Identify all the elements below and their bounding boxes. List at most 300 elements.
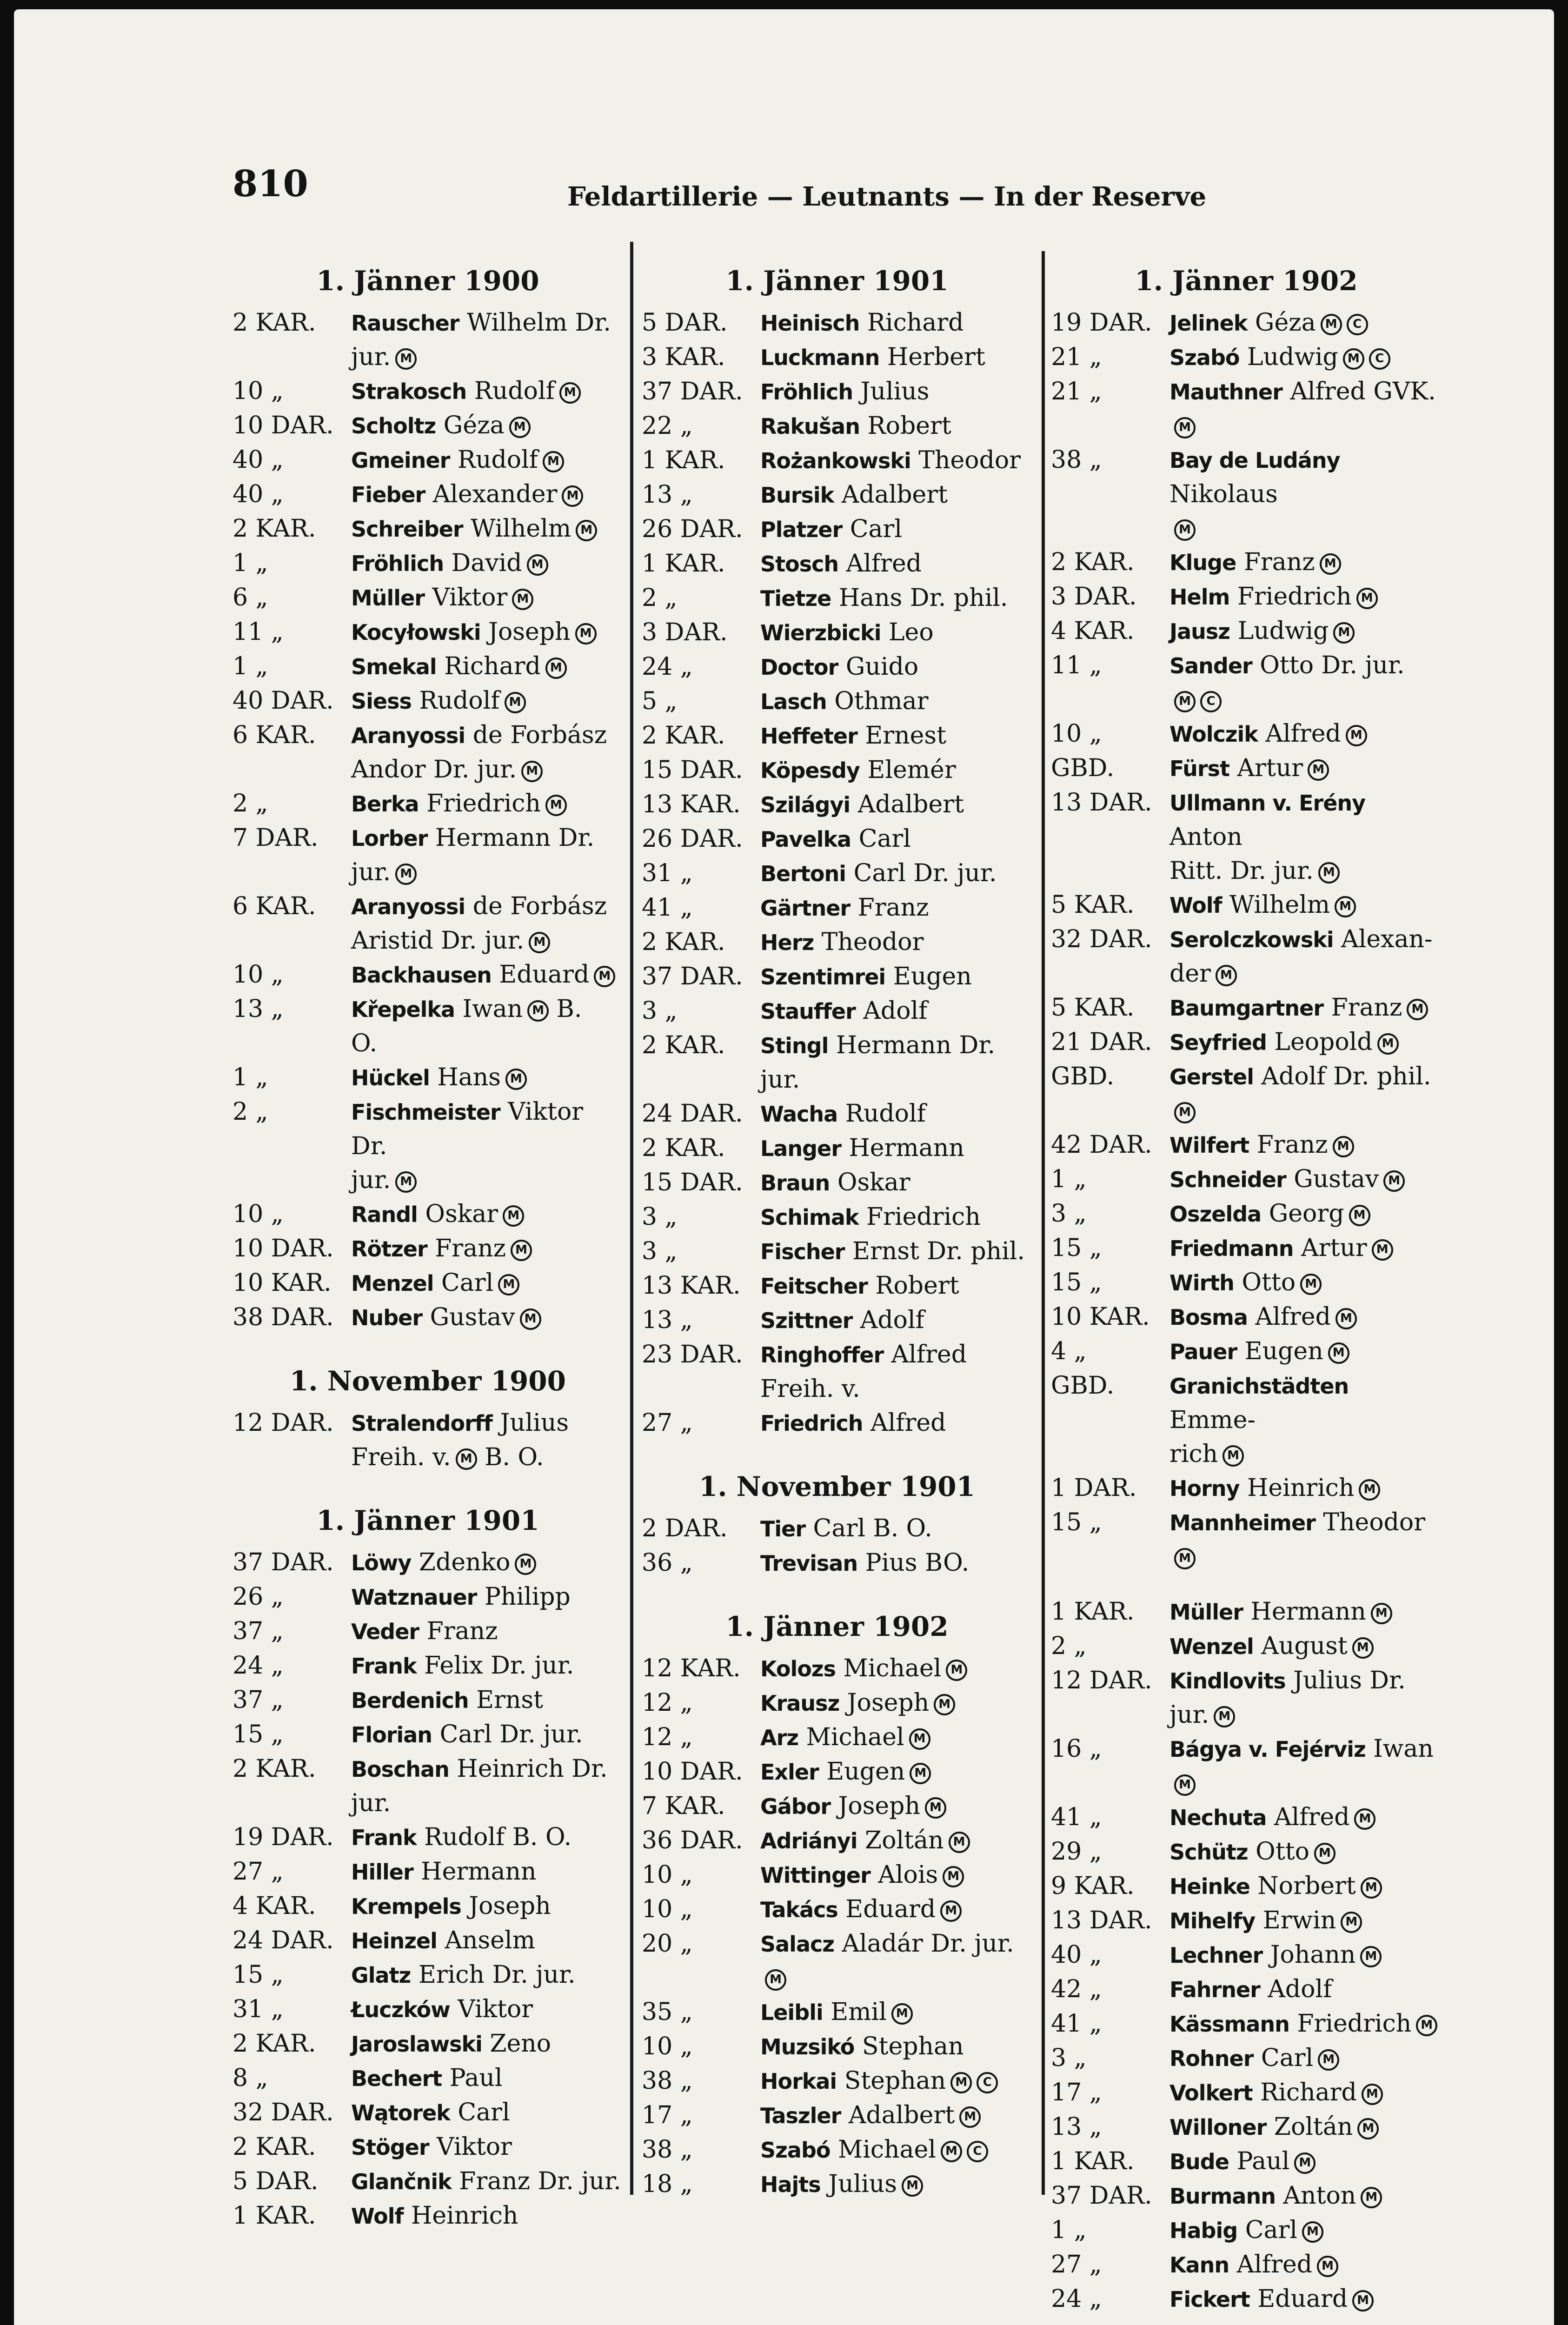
officer-surname: Lorber bbox=[351, 826, 428, 851]
list-item bbox=[1051, 614, 1442, 649]
m-marker-icon: M bbox=[1335, 896, 1356, 917]
m-marker-icon: M bbox=[594, 966, 615, 987]
entry-continuation bbox=[1051, 1698, 1442, 1732]
entry-number: 1 „ bbox=[233, 549, 268, 577]
m-marker-icon: M bbox=[1361, 2187, 1382, 2208]
entry-number: 6 KAR. bbox=[233, 721, 316, 749]
list-item bbox=[1051, 1369, 1442, 1437]
officer-surname: Backhausen bbox=[351, 963, 492, 988]
entry-continuation bbox=[642, 1961, 1032, 1995]
m-marker-icon: M bbox=[1335, 1308, 1357, 1329]
entry-text bbox=[1169, 1835, 1442, 1869]
m-marker-icon: M bbox=[1318, 2049, 1339, 2071]
officer-surname: Exler bbox=[760, 1760, 819, 1785]
officer-surname: Doctor bbox=[760, 655, 838, 680]
officer-surname: Glatz bbox=[351, 1963, 411, 1988]
list-item bbox=[1051, 1664, 1442, 1698]
officer-details: Theodor bbox=[1315, 1508, 1426, 1536]
officer-details: Alexan- bbox=[1333, 925, 1433, 953]
officer-surname: Lasch bbox=[760, 689, 827, 714]
entry-number: 2 KAR. bbox=[233, 1755, 316, 1783]
list-item bbox=[642, 891, 1032, 925]
entry-text bbox=[1169, 1732, 1442, 1767]
entry-text bbox=[760, 1686, 1032, 1720]
entry-number: 15 „ bbox=[233, 1720, 284, 1748]
officer-details: Adolf bbox=[855, 997, 928, 1025]
officer-surname: Volkert bbox=[1169, 2080, 1253, 2106]
officer-surname: Stingl bbox=[760, 1033, 829, 1058]
officer-details: Franz bbox=[850, 894, 929, 922]
list-item bbox=[1051, 1629, 1442, 1664]
officer-details: Ernest bbox=[857, 722, 946, 750]
m-marker-icon: M bbox=[1216, 965, 1237, 986]
officer-surname: Müller bbox=[351, 585, 425, 611]
m-marker-icon: M bbox=[1223, 1445, 1244, 1467]
list-item bbox=[233, 1820, 623, 1855]
entry-text bbox=[351, 1649, 623, 1683]
m-marker-icon: M bbox=[395, 1171, 417, 1193]
entry-text bbox=[760, 512, 1032, 547]
officer-surname: Glančnik bbox=[351, 2169, 452, 2194]
m-marker-icon: M bbox=[1416, 2015, 1437, 2036]
m-marker-icon: M bbox=[1372, 1239, 1393, 1261]
m-marker-icon: M bbox=[1333, 622, 1355, 644]
entry-number: 27 „ bbox=[233, 1858, 284, 1886]
officer-surname: Boschan bbox=[351, 1757, 449, 1782]
m-marker-icon: M bbox=[1352, 1637, 1374, 1659]
list-item bbox=[642, 1686, 1032, 1720]
officer-details: Eduard bbox=[837, 1895, 936, 1923]
list-item bbox=[1051, 2213, 1442, 2248]
entry-continuation bbox=[233, 1441, 623, 1475]
list-item bbox=[233, 1580, 623, 1614]
list-item bbox=[642, 1824, 1032, 1858]
list-item bbox=[642, 1995, 1032, 2030]
entry-text bbox=[760, 788, 1032, 822]
officer-details: Otto bbox=[1234, 1269, 1296, 1296]
entry-number: 37 DAR. bbox=[1051, 2182, 1152, 2210]
entry-number: 15 „ bbox=[1051, 1269, 1102, 1296]
m-marker-icon: M bbox=[891, 2003, 913, 2025]
list-item bbox=[642, 547, 1032, 581]
list-item bbox=[233, 718, 623, 753]
entry-text bbox=[1169, 1335, 1442, 1369]
officer-surname: Nuber bbox=[351, 1305, 423, 1330]
officer-surname: Schreiber bbox=[351, 517, 463, 542]
entry-number: 2 KAR. bbox=[642, 1031, 725, 1059]
m-marker-icon: M bbox=[543, 451, 564, 472]
officer-surname: Ringhoffer bbox=[760, 1342, 884, 1368]
list-item bbox=[1051, 2041, 1442, 2076]
entry-text bbox=[351, 890, 623, 924]
section-heading: 1. Jänner 1901 bbox=[725, 265, 949, 297]
entry-number: 6 „ bbox=[233, 584, 268, 611]
list-item bbox=[1051, 2110, 1442, 2145]
officer-details: Anton bbox=[1275, 2182, 1356, 2210]
officer-surname: Kocyłowski bbox=[351, 620, 481, 645]
officer-surname: Pavelka bbox=[760, 827, 851, 852]
officer-details: Georg bbox=[1261, 1200, 1344, 1228]
officer-details: Heinrich bbox=[403, 2202, 518, 2230]
entry-number: 10 „ bbox=[642, 1895, 693, 1923]
entry-number: 13 KAR. bbox=[642, 1272, 741, 1300]
entry-number: 3 „ bbox=[1051, 2044, 1087, 2072]
list-item bbox=[1051, 1869, 1442, 1904]
officer-details: Carl bbox=[1253, 2044, 1314, 2072]
officer-surname: Łuczków bbox=[351, 1997, 450, 2022]
officer-details: Eugen bbox=[885, 963, 972, 990]
entry-number: 16 „ bbox=[1051, 1735, 1102, 1763]
list-item bbox=[1051, 2076, 1442, 2110]
officer-surname: Stralendorff bbox=[351, 1411, 492, 1436]
entry-number: 27 „ bbox=[1051, 2251, 1102, 2278]
list-item bbox=[642, 512, 1032, 547]
entry-text bbox=[760, 960, 1032, 994]
officer-details: Zoltán bbox=[857, 1827, 944, 1854]
entry-number: GBD. bbox=[1051, 1063, 1115, 1090]
officer-surname: Kässmann bbox=[1169, 2012, 1289, 2037]
officer-surname: Wolczik bbox=[1169, 722, 1258, 747]
entry-number: 15 DAR. bbox=[642, 756, 743, 784]
entry-number: 13 DAR. bbox=[1051, 1906, 1152, 1934]
entry-number: 11 „ bbox=[233, 618, 284, 646]
c-marker-icon: C bbox=[977, 2072, 998, 2093]
officer-details: Carl bbox=[842, 515, 902, 543]
officer-details: Adolf bbox=[852, 1306, 924, 1334]
entry-number: 13 DAR. bbox=[1051, 789, 1152, 817]
list-item bbox=[233, 1061, 623, 1095]
list-item bbox=[233, 821, 623, 856]
entry-number: 9 KAR. bbox=[1051, 1872, 1135, 1900]
officer-details: Anselm bbox=[437, 1926, 535, 1954]
officer-surname: Bosma bbox=[1169, 1305, 1248, 1330]
officer-surname: Muzsikó bbox=[760, 2034, 855, 2059]
officer-surname: Pauer bbox=[1169, 1339, 1237, 1364]
officer-surname: Horny bbox=[1169, 1476, 1240, 1501]
entry-text bbox=[351, 512, 623, 546]
officer-details: Theodor bbox=[814, 928, 924, 956]
officer-details: Aladár Dr. jur. bbox=[834, 1930, 1014, 1958]
m-marker-icon: M bbox=[1360, 1946, 1382, 1967]
entry-text bbox=[1169, 545, 1442, 580]
m-marker-icon: M bbox=[909, 1728, 930, 1750]
officer-surname: Rohner bbox=[1169, 2046, 1254, 2071]
officer-surname: Stauffer bbox=[760, 999, 856, 1024]
entry-number: 5 „ bbox=[642, 687, 678, 715]
entry-text bbox=[1169, 1060, 1442, 1094]
officer-details: Franz bbox=[1236, 548, 1315, 576]
officer-details: Alois bbox=[870, 1861, 938, 1889]
entry-number: 24 DAR. bbox=[642, 1100, 743, 1128]
entry-number: 7 KAR. bbox=[642, 1792, 725, 1820]
officer-surname: Szittner bbox=[760, 1308, 853, 1333]
entry-number: 38 „ bbox=[1051, 446, 1102, 474]
list-item bbox=[642, 650, 1032, 684]
officer-details: Heinrich Dr. bbox=[449, 1755, 608, 1783]
c-marker-icon: C bbox=[1200, 691, 1222, 712]
list-item bbox=[1051, 1231, 1442, 1266]
entry-number: 41 „ bbox=[1051, 2010, 1102, 2038]
entry-number: 42 DAR. bbox=[1051, 1131, 1152, 1159]
officer-surname: Lechner bbox=[1169, 1943, 1263, 1968]
officer-details: Iwan bbox=[1365, 1735, 1434, 1763]
entry-text bbox=[760, 1303, 1032, 1338]
officer-surname: Salacz bbox=[760, 1932, 835, 1957]
entry-number: 41 „ bbox=[1051, 1803, 1102, 1831]
officer-surname: Berka bbox=[351, 791, 419, 817]
m-marker-icon: M bbox=[1407, 999, 1428, 1020]
entry-number: 24 „ bbox=[642, 653, 693, 681]
entry-number: 2 KAR. bbox=[1051, 548, 1135, 576]
c-marker-icon: C bbox=[967, 2141, 988, 2162]
officer-surname: Wilfert bbox=[1169, 1133, 1249, 1158]
officer-surname: Bursik bbox=[760, 483, 834, 508]
officer-surname: Wolf bbox=[1169, 893, 1222, 918]
officer-details: Artur bbox=[1229, 754, 1303, 782]
officer-details: Hermann Dr. bbox=[828, 1031, 996, 1059]
entry-continuation bbox=[1051, 854, 1442, 888]
entry-number: 37 DAR. bbox=[642, 378, 743, 405]
entry-text bbox=[760, 857, 1032, 891]
entry-number: 24 DAR. bbox=[233, 1926, 334, 1954]
officer-details: Adolf bbox=[1260, 1975, 1332, 2003]
officer-surname: Langer bbox=[760, 1136, 841, 1161]
list-item bbox=[642, 1131, 1032, 1166]
list-item bbox=[642, 2133, 1032, 2167]
entry-number: 26 DAR. bbox=[642, 515, 743, 543]
entry-text bbox=[351, 1993, 623, 2027]
entry-number: 37 DAR. bbox=[233, 1548, 334, 1576]
entry-number: 40 „ bbox=[1051, 1941, 1102, 1969]
officer-surname: Hückel bbox=[351, 1065, 430, 1090]
section-heading: 1. Jänner 1902 bbox=[725, 1611, 949, 1642]
officer-details: Heinrich bbox=[1239, 1474, 1355, 1502]
entry-text bbox=[1169, 1025, 1442, 1060]
list-item bbox=[1051, 545, 1442, 580]
list-item bbox=[1051, 580, 1442, 614]
m-marker-icon: M bbox=[949, 1832, 970, 1853]
officer-details: Richard bbox=[859, 309, 964, 337]
entry-number: 3 KAR. bbox=[642, 343, 725, 371]
list-item bbox=[233, 684, 623, 718]
list-item bbox=[233, 1095, 623, 1163]
list-item bbox=[233, 1855, 623, 1889]
entry-number: 21 „ bbox=[1051, 378, 1102, 405]
entry-text bbox=[351, 1752, 623, 1787]
entry-text bbox=[760, 547, 1032, 581]
list-item bbox=[642, 444, 1032, 478]
entry-continuation bbox=[642, 1063, 1032, 1097]
entry-number: 10 KAR. bbox=[1051, 1303, 1150, 1331]
entry-number: 3 „ bbox=[642, 997, 678, 1025]
entry-text bbox=[760, 2064, 1032, 2099]
list-item bbox=[233, 1232, 623, 1266]
list-item bbox=[1051, 649, 1442, 683]
m-marker-icon: M bbox=[1174, 1548, 1196, 1569]
continuation-text: der bbox=[1169, 960, 1211, 988]
document-page bbox=[14, 9, 1554, 2325]
officer-details: Hermann Dr. bbox=[427, 824, 595, 852]
officer-details: Alfred bbox=[884, 1341, 967, 1368]
officer-details: Paul bbox=[1229, 2147, 1290, 2175]
officer-surname: Ullmann v. Erény bbox=[1169, 790, 1366, 816]
officer-surname: Willoner bbox=[1169, 2115, 1267, 2140]
list-item bbox=[233, 958, 623, 992]
entry-number: 10 „ bbox=[233, 961, 284, 989]
m-marker-icon: M bbox=[1321, 314, 1342, 335]
list-item bbox=[1051, 2145, 1442, 2179]
officer-details: Adalbert bbox=[834, 481, 948, 509]
list-item bbox=[1051, 1938, 1442, 1973]
officer-surname: Gärtner bbox=[760, 896, 850, 921]
entry-text bbox=[1169, 1938, 1442, 1973]
entry-text bbox=[351, 1266, 623, 1301]
entry-text bbox=[1169, 2282, 1442, 2317]
officer-details: Alfred bbox=[1229, 2251, 1313, 2278]
officer-surname: Mihelfy bbox=[1169, 1908, 1256, 1933]
entry-text bbox=[760, 1755, 1032, 1789]
list-item bbox=[1051, 1197, 1442, 1231]
officer-surname: Sander bbox=[1169, 653, 1252, 678]
entry-number: 31 „ bbox=[642, 859, 693, 887]
m-marker-icon: M bbox=[527, 554, 548, 576]
continuation-text: jur. bbox=[760, 1066, 800, 1094]
entry-text bbox=[760, 684, 1032, 719]
officer-surname: Wierzbicki bbox=[760, 620, 881, 645]
list-item bbox=[642, 1303, 1032, 1338]
m-marker-icon: M bbox=[1328, 1342, 1349, 1364]
entry-text bbox=[1169, 751, 1442, 786]
list-item bbox=[233, 1889, 623, 1924]
officer-details: Franz Dr. jur. bbox=[451, 2167, 621, 2195]
officer-details: Paul bbox=[442, 2064, 503, 2092]
entry-number: 37 DAR. bbox=[642, 963, 743, 990]
list-item bbox=[233, 443, 623, 478]
entry-number: 13 „ bbox=[233, 995, 284, 1023]
officer-details: Anton bbox=[1169, 823, 1242, 851]
list-item bbox=[642, 1927, 1032, 1961]
entry-number: 31 „ bbox=[233, 1995, 284, 2023]
m-marker-icon: M bbox=[529, 932, 550, 953]
entry-number: 32 DAR. bbox=[1051, 925, 1152, 953]
officer-details: Friedrich bbox=[1229, 583, 1352, 611]
entry-number: 26 DAR. bbox=[642, 825, 743, 853]
entry-number: 1 KAR. bbox=[233, 2202, 316, 2230]
officer-details: Artur bbox=[1293, 1234, 1367, 1262]
officer-surname: Gerstel bbox=[1169, 1064, 1254, 1089]
entry-text bbox=[1169, 2110, 1442, 2145]
list-item bbox=[642, 1789, 1032, 1824]
m-marker-icon: M bbox=[1174, 1774, 1196, 1796]
officer-surname: Schneider bbox=[1169, 1167, 1286, 1192]
list-item bbox=[642, 994, 1032, 1029]
list-item bbox=[642, 753, 1032, 788]
column-divider bbox=[630, 242, 633, 2195]
list-item bbox=[233, 1752, 623, 1787]
officer-surname: Luckmann bbox=[760, 345, 880, 370]
list-item bbox=[642, 1269, 1032, 1303]
list-item bbox=[233, 2027, 623, 2061]
officer-details: Rudolf bbox=[837, 1100, 926, 1128]
entry-number: 4 KAR. bbox=[1051, 617, 1135, 645]
entry-number: 2 „ bbox=[1051, 1632, 1087, 1660]
officer-details: Joseph bbox=[831, 1792, 920, 1820]
officer-surname: Wittinger bbox=[760, 1863, 870, 1888]
entry-number: 2 KAR. bbox=[233, 515, 316, 543]
officer-details: Julius bbox=[820, 2170, 897, 2198]
entry-text bbox=[760, 616, 1032, 650]
entry-number: 2 „ bbox=[642, 584, 678, 612]
officer-surname: Krempels bbox=[351, 1894, 461, 1919]
list-item bbox=[1051, 1335, 1442, 1369]
officer-details: Wilhelm bbox=[463, 515, 571, 543]
officer-surname: Tier bbox=[760, 1516, 806, 1541]
list-item bbox=[233, 2096, 623, 2130]
entry-number: 36 DAR. bbox=[642, 1827, 743, 1854]
entry-text bbox=[760, 340, 1032, 375]
officer-details: Gustav bbox=[1286, 1165, 1379, 1193]
m-marker-icon: M bbox=[1300, 1274, 1322, 1295]
officer-details: Viktor bbox=[450, 1995, 533, 2023]
entry-text bbox=[351, 1924, 623, 1958]
entry-text bbox=[351, 718, 623, 753]
officer-surname: Burmann bbox=[1169, 2184, 1276, 2209]
officer-details: Leo bbox=[881, 618, 934, 646]
m-marker-icon: M bbox=[1333, 1136, 1354, 1157]
entry-text bbox=[351, 1718, 623, 1752]
column-3 bbox=[1051, 256, 1442, 2317]
officer-surname: Habig bbox=[1169, 2218, 1238, 2243]
list-item bbox=[233, 1406, 623, 1441]
continuation-tail: B. O. bbox=[477, 1443, 544, 1471]
officer-surname: Bágya v. Fejérviz bbox=[1169, 1737, 1366, 1762]
list-item bbox=[642, 719, 1032, 753]
officer-details: Zdenko bbox=[411, 1548, 511, 1576]
officer-details: Alfred bbox=[1257, 720, 1341, 748]
entry-text bbox=[760, 2133, 1032, 2167]
list-item bbox=[642, 306, 1032, 340]
officer-details: Carl bbox=[851, 825, 911, 853]
entry-text bbox=[760, 1338, 1032, 1372]
officer-surname: Platzer bbox=[760, 517, 843, 542]
m-marker-icon: M bbox=[395, 864, 417, 885]
entry-number: 2 KAR. bbox=[642, 1134, 725, 1162]
officer-details: Stephan bbox=[837, 2067, 946, 2095]
entry-text bbox=[351, 1820, 623, 1855]
entry-number: 3 DAR. bbox=[642, 618, 728, 646]
officer-surname: Jausz bbox=[1169, 619, 1230, 644]
entry-text bbox=[1169, 306, 1442, 340]
entry-number: 12 DAR. bbox=[233, 1409, 334, 1437]
entry-continuation bbox=[233, 1787, 623, 1820]
officer-details: David bbox=[444, 549, 522, 577]
entry-text bbox=[1169, 580, 1442, 614]
officer-details: Rudolf B. O. bbox=[416, 1823, 572, 1851]
list-item bbox=[1051, 1800, 1442, 1835]
entry-continuation bbox=[1051, 1094, 1442, 1128]
m-marker-icon: M bbox=[1294, 2152, 1316, 2174]
entry-number: 22 „ bbox=[642, 412, 693, 440]
entry-number: 10 „ bbox=[233, 1200, 284, 1228]
entry-number: 10 „ bbox=[642, 2033, 693, 2060]
m-marker-icon: M bbox=[925, 1797, 946, 1819]
entry-text bbox=[1169, 614, 1442, 649]
officer-details: Joseph bbox=[839, 1689, 930, 1717]
entry-text bbox=[1169, 1904, 1442, 1938]
list-item bbox=[233, 1718, 623, 1752]
entry-number: 5 KAR. bbox=[1051, 994, 1135, 1022]
entry-text bbox=[760, 2167, 1032, 2202]
